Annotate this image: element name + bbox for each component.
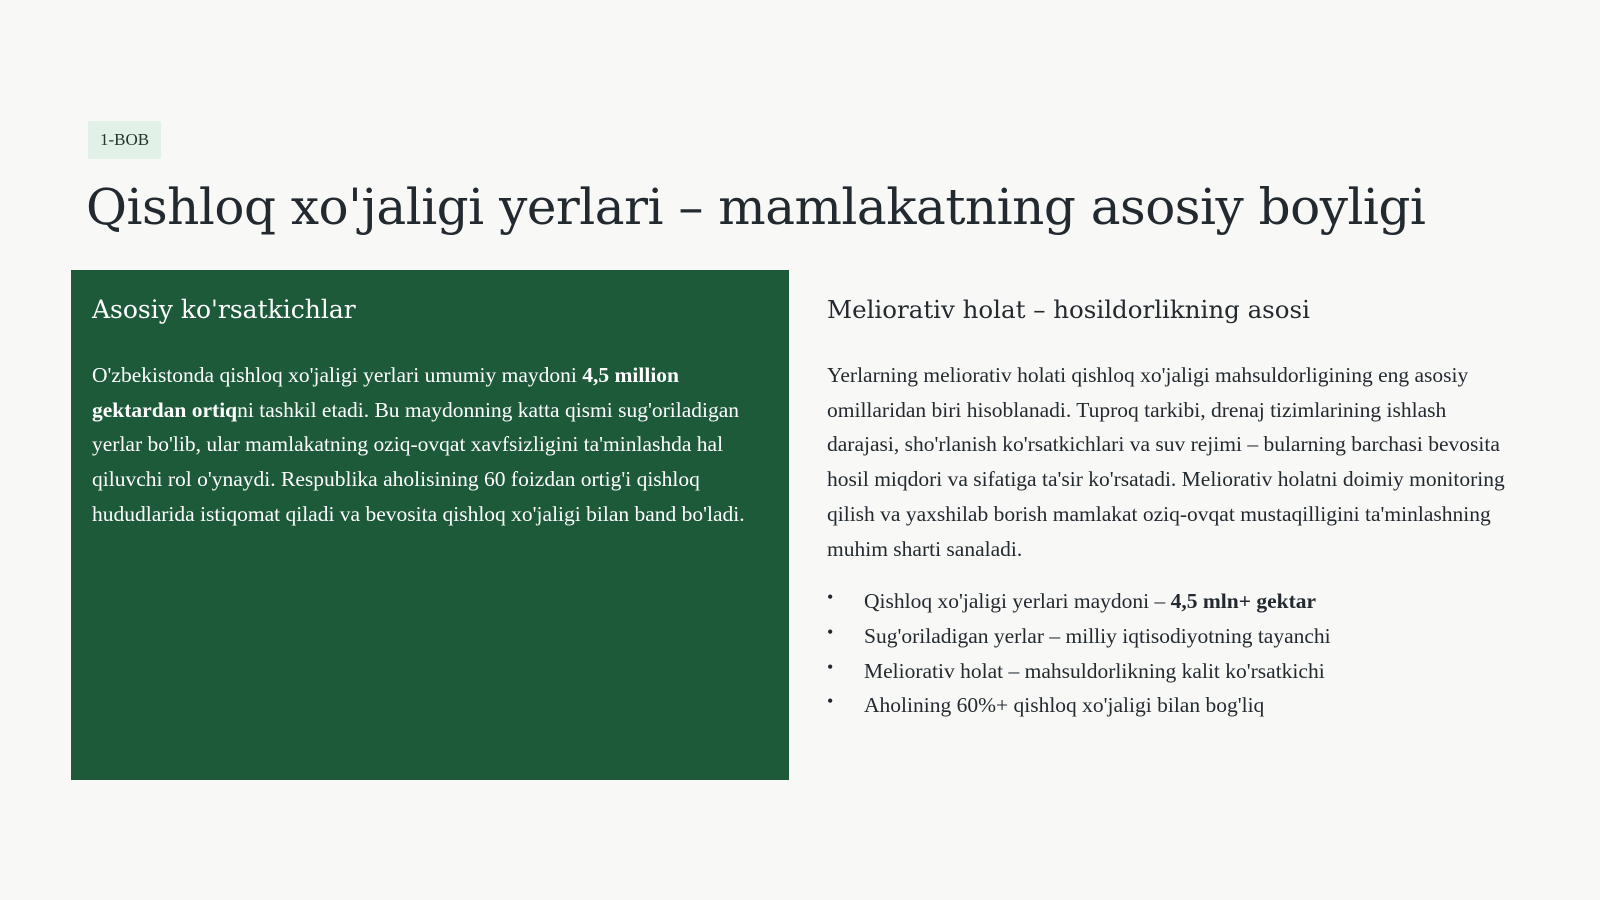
bullet-text: Aholining 60%+ qishloq xo'jaligi bilan bog'liq: [864, 693, 1265, 718]
section-paragraph: Yerlarning meliorativ holati qishloq xo'jaligi mahsuldorligining eng asosiy omillaridan biri hisoblanadi. Tuproq tarkibi, drenaj tizimlarining ishlash darajasi, sho'rlanish ko'rsatkichlari va suv rejimi – bularning barchasi bevosita hosil miqdori va sifatiga ta'sir ko'rsatadi. Meliorativ holatni doimiy monitoring qilish va yaxshilab borish mamlakat oziq-ovqat mustaqilligini ta'minlashning muhim sharti sanaladi.: [827, 363, 1505, 561]
bullet-dot-icon: •: [827, 587, 834, 608]
bullet-dot-icon: •: [827, 656, 834, 677]
list-item: [827, 688, 1517, 723]
bullet-dot-icon: •: [827, 691, 834, 712]
card-text-highlight: 4,5 million gektardan ortiq: [92, 363, 679, 422]
melioration-section: [827, 292, 1517, 723]
card-text-end: ni tashkil etadi. Bu maydonning katta qismi sug'oriladigan yerlar bo'lib, ular mamlakatning oziq-ovqat xavfsizligini ta'minlashda hal qiluvchi rol o'ynaydi. Respublika aholisining 60 foizdan ortig'i qishloq hududlarida istiqomat qiladi va bevosita qishloq xo'jaligi bilan band bo'ladi.: [92, 397, 745, 526]
card-text-start: O'zbekistonda qishloq xo'jaligi yerlari umumiy maydoni: [92, 363, 583, 387]
card-paragraph: [92, 358, 769, 532]
section-heading: Meliorativ holat – hosildorlikning asosi: [827, 295, 1310, 324]
bullet-text: Qishloq xo'jaligi yerlari maydoni –: [864, 589, 1171, 614]
list-item: [827, 584, 1517, 619]
chapter-badge: 1-BOB: [88, 121, 161, 159]
bullet-list: [827, 584, 1517, 723]
key-indicators-card: [71, 270, 789, 780]
card-heading: Asosiy ko'rsatkichlar: [92, 295, 356, 324]
bullet-highlight: 4,5 mln+ gektar: [1170, 589, 1317, 614]
bullet-text: Meliorativ holat – mahsuldorlikning kalit ko'rsatkichi: [864, 658, 1325, 683]
bullet-text: Sug'oriladigan yerlar – milliy iqtisodiyotning tayanchi: [864, 623, 1331, 648]
list-item: [827, 619, 1517, 654]
list-item: [827, 654, 1517, 689]
page-title: Qishloq xo'jaligi yerlari – mamlakatning asosiy boyligi: [86, 178, 1426, 236]
bullet-dot-icon: •: [827, 621, 834, 642]
